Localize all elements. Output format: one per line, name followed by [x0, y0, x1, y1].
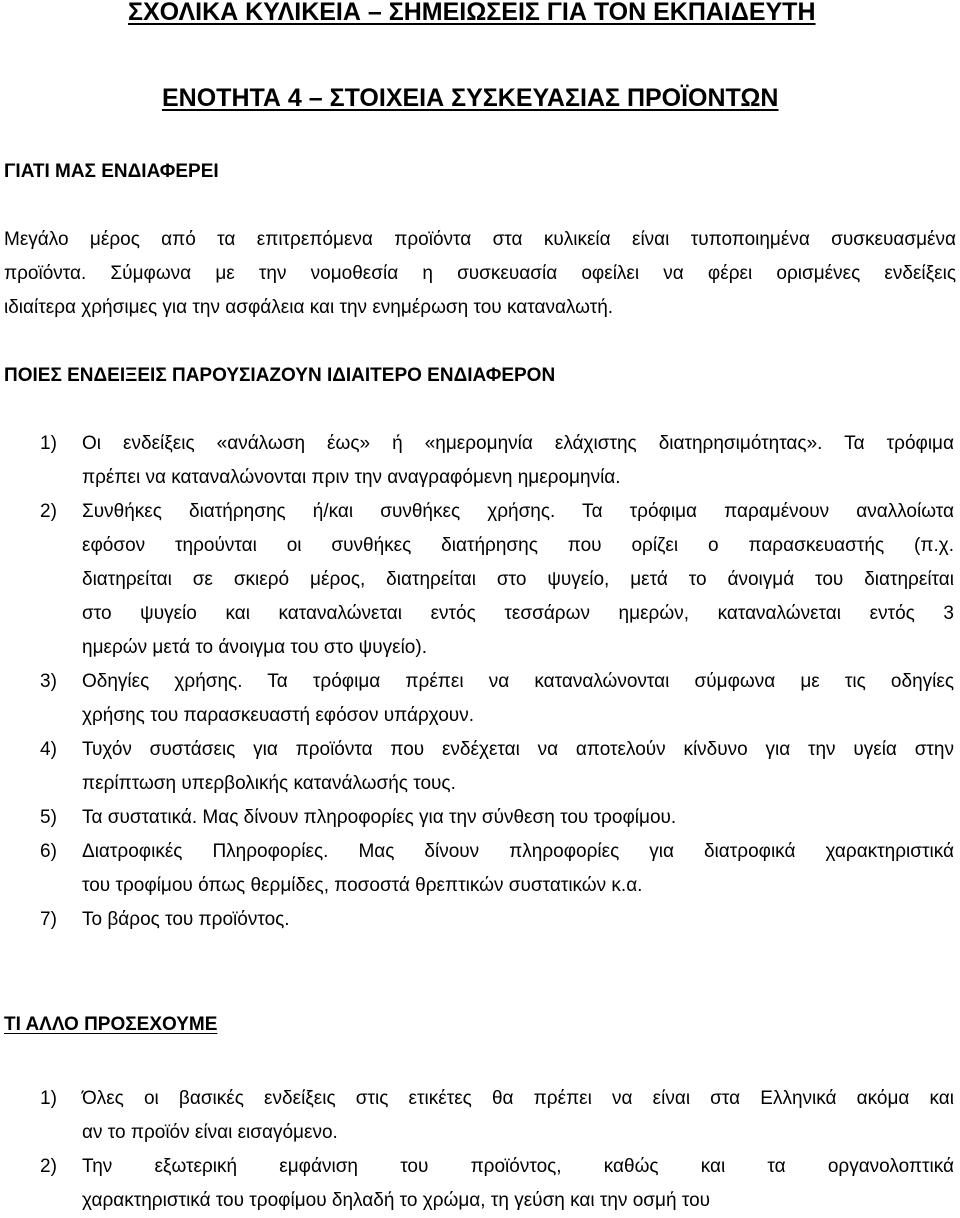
document-subtitle: ΕΝΟΤΗΤΑ 4 – ΣΤΟΙΧΕΙΑ ΣΥΣΚΕΥΑΣΙΑΣ ΠΡΟΪΟΝΤΩΝ	[162, 84, 779, 112]
list-item-line: Το βάρος του προϊόντος.	[82, 909, 290, 930]
list-item-line: περίπτωση υπερβολικής κατανάλωσής τους.	[82, 773, 456, 794]
intro-line: προϊόντα. Σύμφωνα με την νομοθεσία η συσκευασία οφείλει να φέρει ορισμένες ενδείξεις	[4, 263, 956, 284]
intro-paragraph	[4, 223, 956, 325]
list-item-number: 2)	[40, 501, 57, 522]
list-item-line: Συνθήκες διατήρησης ή/και συνθήκες χρήσης. Τα τρόφιμα παραμένουν αναλλοίωτα	[82, 501, 954, 522]
list-item-line: Οι ενδείξεις «ανάλωση έως» ή «ημερομηνία ελάχιστης διατηρησιμότητας». Τα τρόφιμα	[82, 433, 954, 454]
list-item	[0, 733, 960, 801]
list-item-line: χρήσης του παρασκευαστή εφόσον υπάρχουν.	[82, 705, 474, 726]
list-item	[0, 1150, 960, 1218]
list-item	[0, 835, 960, 903]
other-list	[0, 1082, 960, 1218]
list-item-line: του τροφίμου όπως θερμίδες, ποσοστά θρεπτικών συστατικών κ.α.	[82, 875, 643, 896]
list-item-line: Την εξωτερική εμφάνιση του προϊόντος, καθώς και τα οργανολοπτικά	[82, 1156, 954, 1177]
list-item-line: ημερών μετά το άνοιγμα του στο ψυγείο).	[82, 637, 427, 658]
list-item-line: Οδηγίες χρήσης. Τα τρόφιμα πρέπει να καταναλώνονται σύμφωνα με τις οδηγίες	[82, 671, 954, 692]
indications-list	[0, 427, 960, 937]
intro-line: ιδιαίτερα χρήσιμες για την ασφάλεια και την ενημέρωση του καταναλωτή.	[4, 297, 614, 318]
list-item-number: 3)	[40, 671, 57, 692]
list-item-line: Τυχόν συστάσεις για προϊόντα που ενδέχεται να αποτελούν κίνδυνο για την υγεία στην	[82, 739, 954, 760]
list-item-line: διατηρείται σε σκιερό μέρος, διατηρείται στο ψυγείο, μετά το άνοιγμά του διατηρείται	[82, 569, 954, 590]
section-heading-why: ΓΙΑΤΙ ΜΑΣ ΕΝΔΙΑΦΕΡΕΙ	[4, 161, 219, 182]
list-item-number: 4)	[40, 739, 57, 760]
list-item-number: 2)	[40, 1156, 57, 1177]
list-item	[0, 801, 960, 835]
list-item-number: 5)	[40, 807, 57, 828]
document-title: ΣΧΟΛΙΚΑ ΚΥΛΙΚΕΙΑ – ΣΗΜΕΙΩΣΕΙΣ ΓΙΑ ΤΟΝ ΕΚΠΑΙΔΕΥΤΗ	[128, 0, 816, 26]
list-item-line: πρέπει να καταναλώνονται πριν την αναγραφόμενη ημερομηνία.	[82, 467, 621, 488]
list-item-line: Όλες οι βασικές ενδείξεις στις ετικέτες θα πρέπει να είναι στα Ελληνικά ακόμα και	[82, 1088, 954, 1109]
list-item-number: 1)	[40, 433, 57, 454]
list-item-line: Τα συστατικά. Μας δίνουν πληροφορίες για την σύνθεση του τροφίμου.	[82, 807, 677, 828]
list-item-line: αν το προϊόν είναι εισαγόμενο.	[82, 1122, 338, 1143]
list-item-line: εφόσον τηρούνται οι συνθήκες διατήρησης που ορίζει ο παρασκευαστής (π.χ.	[82, 535, 954, 556]
list-item-line: Διατροφικές Πληροφορίες. Μας δίνουν πληροφορίες για διατροφικά χαρακτηριστικά	[82, 841, 954, 862]
list-item	[0, 427, 960, 495]
list-item-line: στο ψυγείο και καταναλώνεται εντός τεσσάρων ημερών, καταναλώνεται εντός 3	[82, 603, 954, 624]
list-item-number: 7)	[40, 909, 57, 930]
intro-line: Μεγάλο μέρος από τα επιτρεπόμενα προϊόντα στα κυλικεία είναι τυποποιημένα συσκευασμένα	[4, 229, 956, 250]
list-item	[0, 495, 960, 665]
section-heading-indications: ΠΟΙΕΣ ΕΝΔΕΙΞΕΙΣ ΠΑΡΟΥΣΙΑΖΟΥΝ ΙΔΙΑΙΤΕΡΟ ΕΝΔΙΑΦΕΡΟΝ	[4, 365, 556, 386]
section-heading-other: ΤΙ ΑΛΛΟ ΠΡΟΣΕΧΟΥΜΕ	[4, 1014, 218, 1035]
list-item	[0, 903, 960, 937]
list-item	[0, 1082, 960, 1150]
list-item	[0, 665, 960, 733]
list-item-number: 6)	[40, 841, 57, 862]
list-item-line: χαρακτηριστικά του τροφίμου δηλαδή το χρώμα, τη γεύση και την οσμή του	[82, 1190, 711, 1211]
list-item-number: 1)	[40, 1088, 57, 1109]
